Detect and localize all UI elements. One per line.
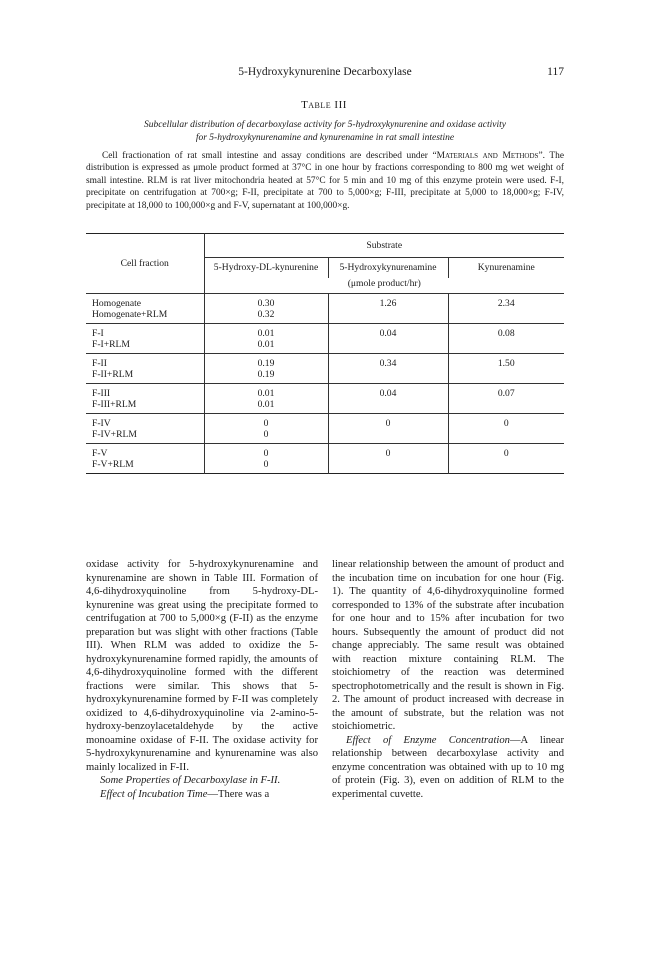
right-paragraph-2 bbox=[332, 734, 564, 802]
cell-5-hydroxy-dl-kynurenine: 0 bbox=[204, 414, 328, 430]
cell-5-hydroxykynurenamine: 0 bbox=[328, 444, 448, 460]
table-caption-line1: Subcellular distribution of decarboxylase activity for 5-hydroxykynurenine and oxidase activity bbox=[143, 120, 507, 130]
cell-5-hydroxy-dl-kynurenine: 0.01 bbox=[204, 384, 328, 400]
table-note-part1: Cell fractionation of rat small intestine and assay conditions are described under “ bbox=[102, 151, 437, 161]
table-caption-line2: for 5-hydroxykynurenamine and kynurenamine in rat small intestine bbox=[195, 133, 455, 143]
cell-empty bbox=[328, 459, 448, 474]
right-subheading: Effect of Enzyme Concentration bbox=[346, 734, 510, 746]
row-label: F-III bbox=[92, 388, 111, 399]
row-label-rlm: F-III+RLM bbox=[92, 399, 137, 410]
table-row bbox=[86, 459, 564, 474]
cell-kynurenamine: 2.34 bbox=[448, 294, 564, 310]
cell-empty bbox=[328, 429, 448, 444]
cell-5-hydroxy-dl-kynurenine: 0.30 bbox=[204, 294, 328, 310]
cell-5-hydroxy-dl-kynurenine-rlm: 0.01 bbox=[204, 399, 328, 414]
cell-empty bbox=[448, 399, 564, 414]
body-left-column bbox=[86, 558, 318, 801]
cell-5-hydroxy-dl-kynurenine: 0 bbox=[204, 444, 328, 460]
table-row bbox=[86, 324, 564, 340]
data-table-wrapper bbox=[86, 233, 564, 474]
table-row bbox=[86, 399, 564, 414]
left-paragraph-1: oxidase activity for 5-hydroxykynurenamine and kynurenamine are shown in Table III. Formation of 4,6-dihydroxyquinoline from 5-hydroxy-DL-kynurenine was great using the precipitate formed to centrifugation at 700 to 5,000×g (F-II) as the enzyme preparation but was slight with other fractions (Table III). When RLM was added to oxidize the 5-hydroxykynurenamine formed rapidly, the amounts of 4,6-dihydroxyquinoline formed with the different fractions were similar. This shows that 5-hydroxykynurenamine formed by F-II was completely oxidized to 4,6-dihydroxyquinoline via 2-amino-5-hydroxy-benzoylacetaldehyde by the active monoamine oxidase of F-II. The oxidase activity for 5-hydroxykynurenamine and kynurenamine was also mainly localized in F-II. bbox=[86, 559, 318, 773]
table-body bbox=[86, 294, 564, 474]
header-sub-5-hydroxy-dl-kynurenine: 5-Hydroxy-DL-kynurenine bbox=[204, 258, 328, 278]
right-paragraph-1: linear relationship between the amount of product and the incubation time on incubation for one hour (Fig. 1). The quantity of 4,6-dihydroxyquinoline formed corresponded to 13% of the substrate after incubation for one hour and to 15% after incubation for two hours. Subsequently the amount of product did not change appreciably. The same result was obtained with reaction mixture containing RLM. The stoichiometry of the reaction was determined spectrophotometrically and the result is shown in Fig. 2. The amount of product increased with decrease in the amount of substrate, but the relation was not stoichiometric. bbox=[332, 559, 564, 732]
cell-5-hydroxy-dl-kynurenine-rlm: 0 bbox=[204, 459, 328, 474]
cell-empty bbox=[448, 309, 564, 324]
row-label-rlm: F-I+RLM bbox=[92, 339, 130, 350]
table-note-smallcaps: Materials and Methods bbox=[436, 151, 539, 161]
table-note-part2: ”. The distribution is expressed as μmole product formed at 37°C in one hour by fractions corresponding to 800 mg wet weight of small intestine. RLM is rat liver mitochondria heated at 57°C for 5 min and 10 mg of this enzyme protein were used. F-I, precipitate on centrifugation at 700×g; F-II, precipitate at 700 to 5,000×g; F-III, precipitate at 5,000 to 18,000×g; F-IV, precipitate at 18,000 to 100,000×g and F-V, supernatant at 100,000×g. bbox=[86, 151, 564, 211]
cell-5-hydroxy-dl-kynurenine-rlm: 0.32 bbox=[204, 309, 328, 324]
row-label-rlm: F-V+RLM bbox=[92, 459, 134, 470]
table-row bbox=[86, 309, 564, 324]
table-row bbox=[86, 294, 564, 310]
left-subheading bbox=[86, 774, 318, 788]
cell-empty bbox=[448, 459, 564, 474]
cell-5-hydroxy-dl-kynurenine: 0.01 bbox=[204, 324, 328, 340]
left-subheading-text: Some Properties of Decarboxylase in F-II. bbox=[100, 775, 281, 786]
left-paragraph-3-text: —There was a bbox=[207, 788, 270, 800]
right-paragraph-2-text: —A linear relationship between decarboxylase activity and enzyme concentration was obtained with up to 10 mg of protein (Fig. 3), even on addition of RLM to the experimental cuvette. bbox=[332, 734, 564, 800]
cell-empty bbox=[328, 399, 448, 414]
left-subheading-2: Effect of Incubation Time bbox=[100, 788, 208, 800]
row-label-rlm: Homogenate+RLM bbox=[92, 309, 168, 320]
header-unit: (μmole product/hr) bbox=[204, 278, 564, 294]
cell-kynurenamine: 0 bbox=[448, 444, 564, 460]
body-right-column bbox=[332, 558, 564, 801]
header-cell-fraction: Cell fraction bbox=[120, 258, 169, 269]
row-label-rlm: F-IV+RLM bbox=[92, 429, 137, 440]
table-note bbox=[86, 150, 564, 212]
cell-kynurenamine: 0.07 bbox=[448, 384, 564, 400]
row-label: F-I bbox=[92, 328, 104, 339]
running-header bbox=[86, 66, 564, 82]
table-row bbox=[86, 444, 564, 460]
cell-kynurenamine: 1.50 bbox=[448, 354, 564, 370]
cell-5-hydroxykynurenamine: 1.26 bbox=[328, 294, 448, 310]
cell-empty bbox=[328, 369, 448, 384]
header-sub-kynurenamine: Kynurenamine bbox=[448, 258, 564, 278]
cell-5-hydroxy-dl-kynurenine-rlm: 0.19 bbox=[204, 369, 328, 384]
table-row bbox=[86, 384, 564, 400]
row-label-rlm: F-II+RLM bbox=[92, 369, 134, 380]
running-title: 5-Hydroxykynurenine Decarboxylase bbox=[238, 66, 412, 78]
cell-5-hydroxykynurenamine: 0 bbox=[328, 414, 448, 430]
left-paragraph-3 bbox=[86, 788, 318, 802]
header-substrate: Substrate bbox=[204, 234, 564, 258]
cell-empty bbox=[448, 369, 564, 384]
table-label: Table III bbox=[301, 99, 347, 111]
cell-empty bbox=[328, 339, 448, 354]
data-table bbox=[86, 233, 564, 474]
cell-5-hydroxykynurenamine: 0.34 bbox=[328, 354, 448, 370]
cell-empty bbox=[328, 309, 448, 324]
cell-kynurenamine: 0 bbox=[448, 414, 564, 430]
row-label: F-IV bbox=[92, 418, 111, 429]
cell-5-hydroxy-dl-kynurenine: 0.19 bbox=[204, 354, 328, 370]
table-row bbox=[86, 354, 564, 370]
table-row bbox=[86, 339, 564, 354]
header-sub-5-hydroxykynurenamine: 5-Hydroxykynurenamine bbox=[328, 258, 448, 278]
cell-5-hydroxykynurenamine: 0.04 bbox=[328, 384, 448, 400]
row-label: F-V bbox=[92, 448, 108, 459]
cell-5-hydroxy-dl-kynurenine-rlm: 0.01 bbox=[204, 339, 328, 354]
cell-kynurenamine: 0.08 bbox=[448, 324, 564, 340]
cell-empty bbox=[448, 339, 564, 354]
cell-5-hydroxy-dl-kynurenine-rlm: 0 bbox=[204, 429, 328, 444]
table-row bbox=[86, 429, 564, 444]
table-row bbox=[86, 414, 564, 430]
page-number: 117 bbox=[547, 66, 564, 78]
row-label: Homogenate bbox=[92, 298, 142, 309]
row-label: F-II bbox=[92, 358, 107, 369]
cell-5-hydroxykynurenamine: 0.04 bbox=[328, 324, 448, 340]
cell-empty bbox=[448, 429, 564, 444]
table-row bbox=[86, 369, 564, 384]
